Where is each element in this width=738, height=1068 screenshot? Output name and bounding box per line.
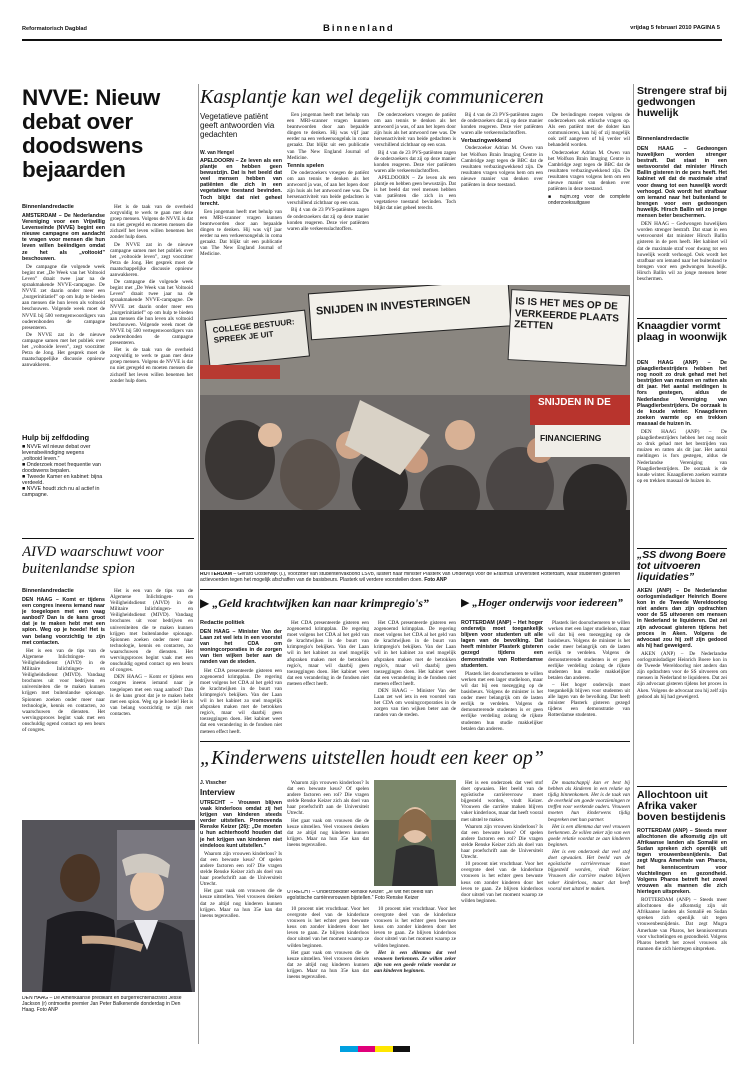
hoger-col-2: [548, 620, 630, 738]
kasplantje-body-2b: Een jongeman heeft met behulp van een MRI-scanner vragen kunnen beantwoorden door aan bepaalde dingen te denken. Hij was vijf jaar eerder na een verkeersongeluk in coma geraakt. Dat blijkt uit een publicatie van The New England Journal of Medicine.: [287, 112, 369, 161]
kinderwens-quote-b: Het is een dilemma dat veel vrouwen herkennen. Ze willen zeker zijn van een goede relatie voordat ze aan kinderen beginnen.: [548, 823, 630, 848]
straf-kicker: Binnenlandredactie: [637, 136, 689, 142]
kinderwens-col-5: [461, 780, 543, 1030]
kasplantje-col-3: [374, 112, 456, 282]
nvve-rule: [22, 538, 194, 539]
nvve-body-2b: De NVVE zat in de nieuwe campagne samen met het publiek over het „voltooide leven”, zegt voorzitter Petra de Jong. Het gesprek moet de maatschappelijke discussie opnieuw aanwakkeren.: [110, 241, 193, 279]
kinderwens-body-2: Het gaat vaak om vrouwen die de keuze uitstellen. Veel vrouwen denken dat ze altijd nog kinderen kunnen krijgen. Maar na hun 35e kan dat ineens tegenvallen.: [200, 888, 282, 919]
aivd-kicker: Binnenlandredactie: [22, 588, 74, 594]
sign-4: SNIJDEN IN DE: [538, 397, 611, 408]
afrika-body: [637, 828, 727, 1032]
straf-body-2: DEN HAAG – Gedwongen huwelijken worden strenger bestraft. Dat staat in een wetsvoorstel dat minister Hirsch Ballin gisteren in de pers heeft. Het kabinet wil dat de maximale straf voor dwang tot een huwelijk wordt verhoogd. Ook wordt het strafbaar om iemand naar het buitenland te brengen voor een gedwongen huwelijk. Hirsch Ballin wil zo jonge mensen beter beschermen.: [637, 221, 727, 282]
kinderwens-author: J. Visscher: [200, 780, 227, 786]
kinderwens-col-4: [374, 906, 456, 1030]
kasplantje-author: W. van Hengel: [200, 150, 234, 156]
krimp-rule: [200, 741, 630, 742]
kinderwens-quote: Het is een dilemma dat veel vrouwen herkennen. Ze willen zeker zijn van een goede relatie voordat ze aan kinderen beginnen.: [374, 949, 456, 974]
reg-magenta: [358, 1046, 376, 1052]
kasplantje-verbazing-title: Verbazingwekkend: [461, 138, 512, 145]
nvve-headline: NVVE: Nieuw debat over doodswens bejaarden: [22, 86, 160, 182]
reg-black: [393, 1046, 411, 1052]
nvve-body-3b: Het is de taak van de overheid zorgvuldig te werk te gaan met deze groep mensen. Volgens de NVVE is dat nu niet geregeld en moeten mensen die zichzelf het leven willen benemen het zonder hulp doen.: [110, 347, 193, 384]
kasplantje-body-4: Bij 4 van de 23 PVS-patiënten zagen de onderzoekers dat zij op deze manier konden reageren. Deze vier patiënten waren alle verkeersslachtoffers.: [287, 207, 369, 232]
nvve-hulp-title: Hulp bij zelfdoding: [22, 433, 90, 442]
kasplantje-body-4b: Bij 4 van de 23 PVS-patiënten zagen de onderzoekers dat zij op deze manier konden reageren. Deze vier patiënten waren alle verkeersslachtoffers.: [374, 149, 456, 174]
demo-rule: [200, 589, 630, 590]
kasplantje-lead: Vegetatieve patiënt geeft antwoorden via gedachten: [200, 112, 275, 139]
kinderwens-col-6: [548, 780, 630, 1030]
nvve-bullet: ■ NVVE wil nieuw debat over levensbeëindiging wegens „voltooid leven.”: [22, 444, 91, 462]
kinderwens-col-3: [287, 906, 369, 1030]
kaag-lead: DEN HAAG (ANP) – De plaagdierbestrijders hebben het nog nooit zo druk gehad met het bestrijden van muizen en ratten als dit jaar. Het aantal meldingen is fors gestegen, aldus de Nederlandse Vereniging van Plaagdierbestrijders. De oorzaak is de koude winter. Knaagdieren zoeken warmte op en trekken massaal de huizen in.: [637, 360, 727, 427]
aivd-headline: AIVD waarschuwt voor buitenlandse spion: [22, 544, 164, 577]
keizer-caption: UTRECHT – Onderzoekster Renske Keizer: „Je wilt het beeld van egoïstische carrièrevrouwen bijstellen.” Foto Renske Keizer: [287, 890, 433, 901]
aivd-col-2: [110, 588, 193, 818]
kasplantje-body-6: De bevindingen roepen volgens de onderzoekers ook ethische vragen op. Als een patiënt met de dokter kan communiceren, kan hij of zij mogelijk ook zelf aangeven of hij verder wil behandeld worden.: [548, 112, 630, 149]
jackson-photo-art: [22, 820, 195, 992]
demo-photo: [200, 285, 630, 570]
column-divider-left: [198, 84, 199, 1044]
sdwong-rule: [637, 786, 727, 787]
afrika-lead: ROTTERDAM (ANP) – Steeds meer allochtonen die afkomstig zijn uit Afrikaanse landen als Somalië en Sudan spreken zich openlijk uit tegen vrouwenbesnijdenis. Dat zegt Mugra Amerhate van Pharos, het kenniscentrum voor vluchtelingen en gezondheid. Volgens Pharos betreft het zowel vrouwen als mannen die zich hiertegen uitspreken.: [637, 828, 727, 895]
masthead-rule: [22, 39, 722, 41]
keizer-photo: [374, 780, 456, 886]
kasplantje-body-4c: Bij 4 van de 23 PVS-patiënten zagen de onderzoekers dat zij op deze manier konden reageren. Deze vier patiënten waren alle verkeersslachtoffers.: [461, 112, 543, 137]
krimp-col-3: [374, 620, 456, 738]
kasplantje-col-4: [461, 112, 543, 282]
krimp-lead: DEN HAAG – Minister Van der Laan zet wel iets in een voorstel van het CDA om woningcorporaties in de zorgen van tien wijken beter aan de randen van de steden.: [200, 629, 282, 666]
nvve-body-1: De campagne die volgende week begint met „De Week van het Voltooid Leven” draait twee jaar na de spraakmakende NVVE-campagne. De NVVE zet daarin onder meer een „burgerinitiatief” op om hulp te bieden aan mensen die hun leven als voltooid beschouwen. Volgende week moet de NVVE bij 500 vertegenwoordigers van ouderenbonden de campagne presenteren.: [22, 263, 105, 331]
krimp-lead-3: DEN HAAG – Minister Van der Laan zet wel iets in een voorstel van het CDA om woningcorporaties in de zorgen van tien wijken beter aan de randen van de steden.: [374, 688, 456, 719]
aivd-body-2: Het is een van de tips van de Algemene Inlichtingen- en Veiligheidsdienst (AIVD) in de Militaire Inlichtingen- en Veiligheidsdienst (MIVD). Vandaag brochures uit voor bedrijven en universiteiten die te maken kunnen krijgen met buitenlandse spionage. Spionnen zoeken onder meer naar technologie, kennis en contacten, zo waarschuwen de diensten. Het wervingsproces begint vaak met een onschuldig ogend contact op een beurs of congres.: [110, 588, 193, 674]
kaag-headline: Knaagdier vormt plaag in woonwijk: [637, 321, 727, 343]
sdwong-lead: AKEN (ANP) – De Nederlandse oorlogsmisdadiger Heinrich Boere kon in de Tweede Wereldoorlog niet anders dan zijn opdrachten voor de SS uitvoeren om mensen in Nederland te liquideren. Dat zei zijn advocaat gisteren tijdens het proces in Aken. Volgens de advocaat zou hij zelf zijn gedood als hij had geweigerd.: [637, 588, 727, 649]
kinderwens-col5d: Het is een onderzoek dat veel stof doet opwaaien. Het beeld van de egoïstische carrièrevrouw moet bijgesteld worden, vindt Keizer. Vrouwen die carrière maken blijven vaker kinderloos, maar dat heeft vooral met uitstel te maken.: [548, 849, 630, 892]
straf-body: [637, 146, 727, 316]
kinderwens-body-2b: Het gaat vaak om vrouwen die de keuze uitstellen. Veel vrouwen denken dat ze altijd nog kinderen kunnen krijgen. Maar na hun 35e kan dat ineens tegenvallen.: [287, 817, 369, 848]
kasplantje-credit: ■ nujm.org voor de complete onderzoeksuitgave: [548, 194, 630, 207]
nvve-bullet: ■ NVVE houdt zich nu al actief in campagne.: [22, 486, 100, 498]
nvve-kicker: Binnenlandredactie: [22, 204, 74, 210]
straf-headline: Strengere straf bij gedwongen huwelijk: [637, 86, 727, 119]
afrika-headline: Allochtoon uit Afrika vaker boven bestijdenis: [637, 790, 726, 823]
kasplantje-body-5b: Onderzoeker Adrian M. Owen van het Wolfson Brain Imaging Centre in Cambridge zegt tegen de BBC dat de resultaten verbazingwekkend zijn. De resultaten vragen volgens hem om een nieuwe manier van denken over patiënten in deze toestand.: [548, 149, 630, 193]
krimp-body: Het CDA presenteerde gisteren een zogenoemd krimpplan. De regering moet volgens het CDA al het geld van de krachtwijken in de buurt van krimpregio's bekijken. Van der Laan wil in het kabinet zo snel mogelijk afspraken maken met de betrokken regio's, maar wil daarbij geen toezeggingen doen. Het kabinet weet dat een verandering in de fondsen niet meteen effect heeft.: [200, 667, 282, 735]
kasplantje-body-3: De onderzoekers vroegen de patiënt om aan tennis te denken als het antwoord ja was, of aan het lopen door zijn huis als het antwoord nee was. De hersenactiviteit van beide gedachten is verschillend zichtbaar op een scan.: [287, 169, 369, 207]
kinderwens-body-1b: Waarom zijn vrouwen kinderloos? Is dat een bewuste keus? Of spelen andere factoren een rol? Die vragen stelde Renske Keizer zich als doel van haar proefschrift aan de Universiteit Utrecht.: [287, 780, 369, 817]
nvve-body-1b: De campagne die volgende week begint met „De Week van het Voltooid Leven” draait twee jaar na de spraakmakende NVVE-campagne. De NVVE zet daarin onder meer een „burgerinitiatief” op om hulp te bieden aan mensen die hun leven als voltooid beschouwen. Volgende week moet de NVVE bij 500 vertegenwoordigers van ouderenbonden de campagne presenteren.: [110, 279, 193, 347]
kaag-rule: [637, 548, 727, 549]
kinderwens-col3: 10 procent niet vruchtbaar. Voor het overgrote deel van de kinderloze vrouwen is het echter geen bewuste keus om zonder kinderen door het leven te gaan. Ze blijven kinderloos door uitstel van het moment waarop ze wilden beginnen.: [287, 906, 369, 949]
column-divider-right: [633, 84, 634, 1044]
kinderwens-col5c: 10 procent niet vruchtbaar. Voor het overgrote deel van de kinderloze vrouwen is het echter geen bewuste keus om zonder kinderen door het leven te gaan. Ze blijven kinderloos door uitstel van het moment waarop ze wilden beginnen.: [461, 861, 543, 904]
kinderwens-col-2: [287, 780, 369, 890]
sign-3: COLLEGE BESTUUR: SPREEK JE UIT: [212, 317, 295, 345]
hoger-lead: ROTTERDAM (ANP) – Het hoger onderwijs moet toegankelijk blijven voor studenten uit alle lagen van de bevolking. Dat heeft minister Plasterk gisteren gezegd tijdens een demonstratie van Rotterdamse studenten.: [461, 620, 543, 669]
kinderwens-col5b: Waarom zijn vrouwen kinderloos? Is dat een bewuste keus? Of spelen andere factoren een rol? Die vragen stelde Renske Keizer zich als doel van haar proefschrift aan de Universiteit Utrecht.: [461, 823, 543, 861]
kinderwens-col3b: Het gaat vaak om vrouwen die de keuze uitstellen. Veel vrouwen denken dat ze altijd nog kinderen kunnen krijgen. Maar na hun 35e kan dat ineens tegenvallen.: [287, 949, 369, 981]
hoger-headline: ▶ „Hoger onderwijs voor iedereen”: [461, 597, 623, 609]
nvve-bullet: ■ Onderzoek moet frequentie van doodswens bepalen.: [22, 462, 101, 474]
aivd-lead: DEN HAAG – Komt er tijdens een congres ineens iemand naar je toegelopen met een vaag aanbod? Dan is de kans groot dat je te maken hebt met een spion. Weg op je hoede! Het is van belang voorzichtig te zijn met contacten.: [22, 597, 105, 646]
nvve-body-2: De NVVE zat in de nieuwe campagne samen met het publiek over het „voltooide leven”, zegt voorzitter Petra de Jong. Het gesprek moet de maatschappelijke discussie opnieuw aanwakkeren.: [22, 331, 105, 369]
masthead-date: vrijdag 5 februari 2010 PAGINA 5: [630, 25, 720, 31]
keizer-photo-art: [374, 780, 456, 886]
kinderwens-kicker: Interview: [200, 788, 235, 797]
hoger-lead-2: – Het hoger onderwijs moet toegankelijk blijven voor studenten uit alle lagen van de bevolking. Dat heeft minister Plasterk gisteren gezegd tijdens een demonstratie van Rotterdamse studenten.: [548, 681, 630, 719]
straf-rule: [637, 318, 727, 319]
jackson-photo: [22, 820, 195, 992]
kinderwens-col6: De maatschappij kan er best bij hebben als kinderen in een relatie op tijdig binnenkomen. Het is de taak van de overheid om goede voorzieningen te treffen voor werkende ouders. Vrouwen moeten hun kinderwens tijdig bespreken met hun partner.: [548, 780, 630, 823]
kasplantje-col-2: [287, 112, 369, 282]
masthead-section: Binnenland: [323, 23, 395, 34]
kasplantje-body-5: Onderzoeker Adrian M. Owen van het Wolfson Brain Imaging Centre in Cambridge zegt tegen de BBC dat de resultaten verbazingwekkend zijn. De resultaten vragen volgens hem om een nieuwe manier van denken over patiënten in deze toestand.: [461, 145, 543, 189]
kasplantje-body-1: APELDOORN – Ze leven als een plantje en hebben geen bewustzijn. Dat is het beeld dat veel mensen hebben van patiënten die zich in een vegetatieve toestand bevinden. Toch blijkt dat niet geheel terecht.: [200, 158, 282, 207]
kasplantje-col-1: [200, 158, 282, 282]
demo-caption: ROTTERDAM – Gerard Oosterwijk (l.), voorzitter van studentenvakbond LSVb, luistert naar minister Plasterk van Onderwijs voor de Erasmus Universiteit Rotterdam, waar studenten gisteren actievoerden tegen het mogelijk afschaffen van de basisbeurs. Plasterk wil verdere voorstellen doen. Foto ANP: [200, 572, 621, 583]
krimp-body-3: Het CDA presenteerde gisteren een zogenoemd krimpplan. De regering moet volgens het CDA al het geld van de krachtwijken in de buurt van krimpregio's bekijken. Van der Laan wil in het kabinet zo snel mogelijk afspraken maken met de betrokken regio's, maar wil daarbij geen toezeggingen doen. Het kabinet weet dat een verandering in de fondsen niet meteen effect heeft.: [374, 620, 456, 687]
kaag-body: [637, 360, 727, 546]
kasplantje-col-5: [548, 112, 630, 282]
kinderwens-col5: Het is een onderzoek dat veel stof doet opwaaien. Het beeld van de egoïstische carrièrevrouw moet bijgesteld worden, vindt Keizer. Vrouwen die carrière maken blijven vaker kinderloos, maar dat heeft vooral met uitstel te maken.: [461, 780, 543, 823]
sdwong-headline: „SS dwong Boere tot uitvoeren liquidaties”: [637, 550, 726, 583]
kasplantje-body-2: Een jongeman heeft met behulp van een MRI-scanner vragen kunnen beantwoorden door aan bepaalde dingen te denken. Hij was vijf jaar eerder na een verkeersongeluk in coma geraakt. Dat blijkt uit een publicatie van The New England Journal of Medicine.: [200, 208, 282, 258]
straf-lead: DEN HAAG – Gedwongen huwelijken worden strenger bestraft. Dat staat in een wetsvoorstel dat minister Hirsch Ballin gisteren in de pers heeft. Het kabinet wil dat de maximale straf voor dwang tot een huwelijk wordt verhoogd. Ook wordt het strafbaar om iemand naar het buitenland te brengen voor een gedwongen huwelijk. Hirsch Ballin wil zo jonge mensen beter beschermen.: [637, 146, 727, 220]
afrika-body-2: ROTTERDAM (ANP) – Steeds meer allochtonen die afkomstig zijn uit Afrikaanse landen als Somalië en Sudan spreken zich openlijk uit tegen vrouwenbesnijdenis. Dat zegt Mugra Amerhate van Pharos, het kenniscentrum voor vluchtelingen en gezondheid. Volgens Pharos betreft het zowel vrouwen als mannen die zich hiertegen uitspreken.: [637, 897, 727, 952]
hoger-col-1: [461, 620, 543, 738]
sign-2: IS IS HET MES OP DE VERKEERDE PLAATS ZETTEN: [513, 296, 620, 333]
registration-bar: [340, 1046, 410, 1052]
kasplantje-body-1b: APELDOORN – Ze leven als een plantje en hebben geen bewustzijn. Dat is het beeld dat veel mensen hebben van patiënten die zich in een vegetatieve toestand bevinden. Toch blijkt dat niet geheel terecht.: [374, 174, 456, 212]
sdwong-body-2: AKEN (ANP) – De Nederlandse oorlogsmisdadiger Heinrich Boere kon in de Tweede Wereldoorlog niet anders dan zijn opdrachten voor de SS uitvoeren om mensen in Nederland te liquideren. Dat zei zijn advocaat gisteren tijdens het proces in Aken. Volgens de advocaat zou hij zelf zijn gedood als hij had geweigerd.: [637, 650, 727, 700]
masthead-paper: Reformatorisch Dagblad: [22, 26, 87, 32]
aivd-col-1: [22, 597, 105, 817]
nvve-hulp-box: [22, 433, 104, 533]
krimp-col-1: [200, 629, 282, 737]
kasplantje-tennis-title: Tennis spelen: [287, 162, 324, 169]
kasplantje-headline: Kasplantje kan wel degelijk communiceren: [200, 86, 544, 108]
kinderwens-body-1: Waarom zijn vrouwen kinderloos? Is dat een bewuste keus? Of spelen andere factoren een rol? Die vragen stelde Renske Keizer zich als doel van haar proefschrift aan de Universiteit Utrecht.: [200, 850, 282, 888]
sign-5: FINANCIERING: [540, 433, 602, 443]
nvve-col-2: [110, 204, 193, 534]
hoger-body-2: Plasterk liet doorschemeren te willen werken met een lager studieloon, maar wil dat bij een toezegging op de basisbeurs. Volgens de minister is het onder meer belangrijk om de lasten eerlijk te verdelen. Volgens de demonstrerende studenten is er geen eerlijke verdeling zolang de rijkste studenten hun studie makkelijker betalen dan anderen.: [548, 620, 630, 681]
nvve-lead: AMSTERDAM – De Nederlandse Vereniging voor een Vrijwillig Levenseinde (NVVE) begint een nieuwe campagne om aandacht te vragen voor mensen die hun leven willen beëindigen omdat ze het als „voltooid” beschouwen.: [22, 213, 105, 262]
hoger-body: Plasterk liet doorschemeren te willen werken met een lager studieloon, maar wil dat bij een toezegging op de basisbeurs. Volgens de minister is het onder meer belangrijk om de lasten eerlijk te verdelen. Volgens de demonstrerende studenten is er geen eerlijke verdeling zolang de rijkste studenten hun studie makkelijker betalen dan anderen.: [461, 670, 543, 732]
kinderwens-lead: UTRECHT – Vrouwen blijven vaak kinderloos omdat zij het krijgen van kinderen steeds verder uitstellen. Promovenda Renske Keizer (26): „De moeten u hun achterhoofd houden dat je het krijgen van kinderen niet eindeloos kunt uitstellen.”: [200, 800, 282, 849]
aivd-lead-2: DEN HAAG – Komt er tijdens een congres ineens iemand naar je toegelopen met een vaag aanbod? Dan is de kans groot dat je te maken hebt met een spion. Weg op je hoede! Het is van belang voorzichtig te zijn met contacten.: [110, 674, 193, 717]
kinderwens-col3c: 10 procent niet vruchtbaar. Voor het overgrote deel van de kinderloze vrouwen is het echter geen bewuste keus om zonder kinderen door het leven te gaan. Ze blijven kinderloos door uitstel van het moment waarop ze wilden beginnen.: [374, 906, 456, 949]
krimp-col-2: [287, 620, 369, 738]
kinderwens-headline: „Kinderwens uitstellen houdt een keer op”: [200, 747, 544, 769]
jackson-caption: DEN HAAG – De Amerikaanse predikant en burgerrechtenactivist Jesse Jackson (r) ontmoette premier Jan Peter Balkenende donderdag in Den Haag. Foto ANP: [22, 996, 182, 1013]
krimp-body-2: Het CDA presenteerde gisteren een zogenoemd krimpplan. De regering moet volgens het CDA al het geld van de krachtwijken in de buurt van krimpregio's bekijken. Van der Laan wil in het kabinet zo snel mogelijk afspraken maken met de betrokken regio's, maar wil daarbij geen toezeggingen doen. Het kabinet weet dat een verandering in de fondsen niet meteen effect heeft.: [287, 620, 369, 687]
aivd-body: Het is een van de tips van de Algemene Inlichtingen- en Veiligheidsdienst (AIVD) in de Militaire Inlichtingen- en Veiligheidsdienst (MIVD). Vandaag brochures uit voor bedrijven en universiteiten die te maken kunnen krijgen met buitenlandse spionage. Spionnen zoeken onder meer naar technologie, kennis en contacten, zo waarschuwen de diensten. Het wervingsproces begint vaak met een onschuldig ogend contact op een beurs of congres.: [22, 647, 105, 733]
reg-cyan: [340, 1046, 358, 1052]
sdwong-body: [637, 588, 727, 784]
krimp-headline: ▶ „Geld krachtwijken kan naar krimpregio's”: [200, 596, 429, 610]
kaag-body-2: DEN HAAG (ANP) – De plaagdierbestrijders hebben het nog nooit zo druk gehad met het bestrijden van muizen en ratten als dit jaar. Het aantal meldingen is fors gestegen, aldus de Nederlandse Vereniging van Plaagdierbestrijders. De oorzaak is de koude winter. Knaagdieren zoeken warmte op en trekken massaal de huizen in.: [637, 429, 727, 484]
kinderwens-col-1: [200, 800, 282, 1030]
krimp-kicker: Redactie politiek: [200, 620, 245, 626]
nvve-bullet: ■ Tweede Kamer en kabinet: bijna verdeeld.: [22, 474, 103, 486]
kasplantje-body-3b: De onderzoekers vroegen de patiënt om aan tennis te denken als het antwoord ja was, of aan het lopen door zijn huis als het antwoord nee was. De hersenactiviteit van beide gedachten is verschillend zichtbaar op een scan.: [374, 112, 456, 149]
sign-1: SNIJDEN IN INVESTERINGEN: [315, 294, 471, 318]
reg-yellow: [375, 1046, 393, 1052]
nvve-body-3: Het is de taak van de overheid zorgvuldig te werk te gaan met deze groep mensen. Volgens de NVVE is dat nu niet geregeld en moeten mensen die zichzelf het leven willen benemen het zonder hulp doen.: [110, 204, 193, 241]
